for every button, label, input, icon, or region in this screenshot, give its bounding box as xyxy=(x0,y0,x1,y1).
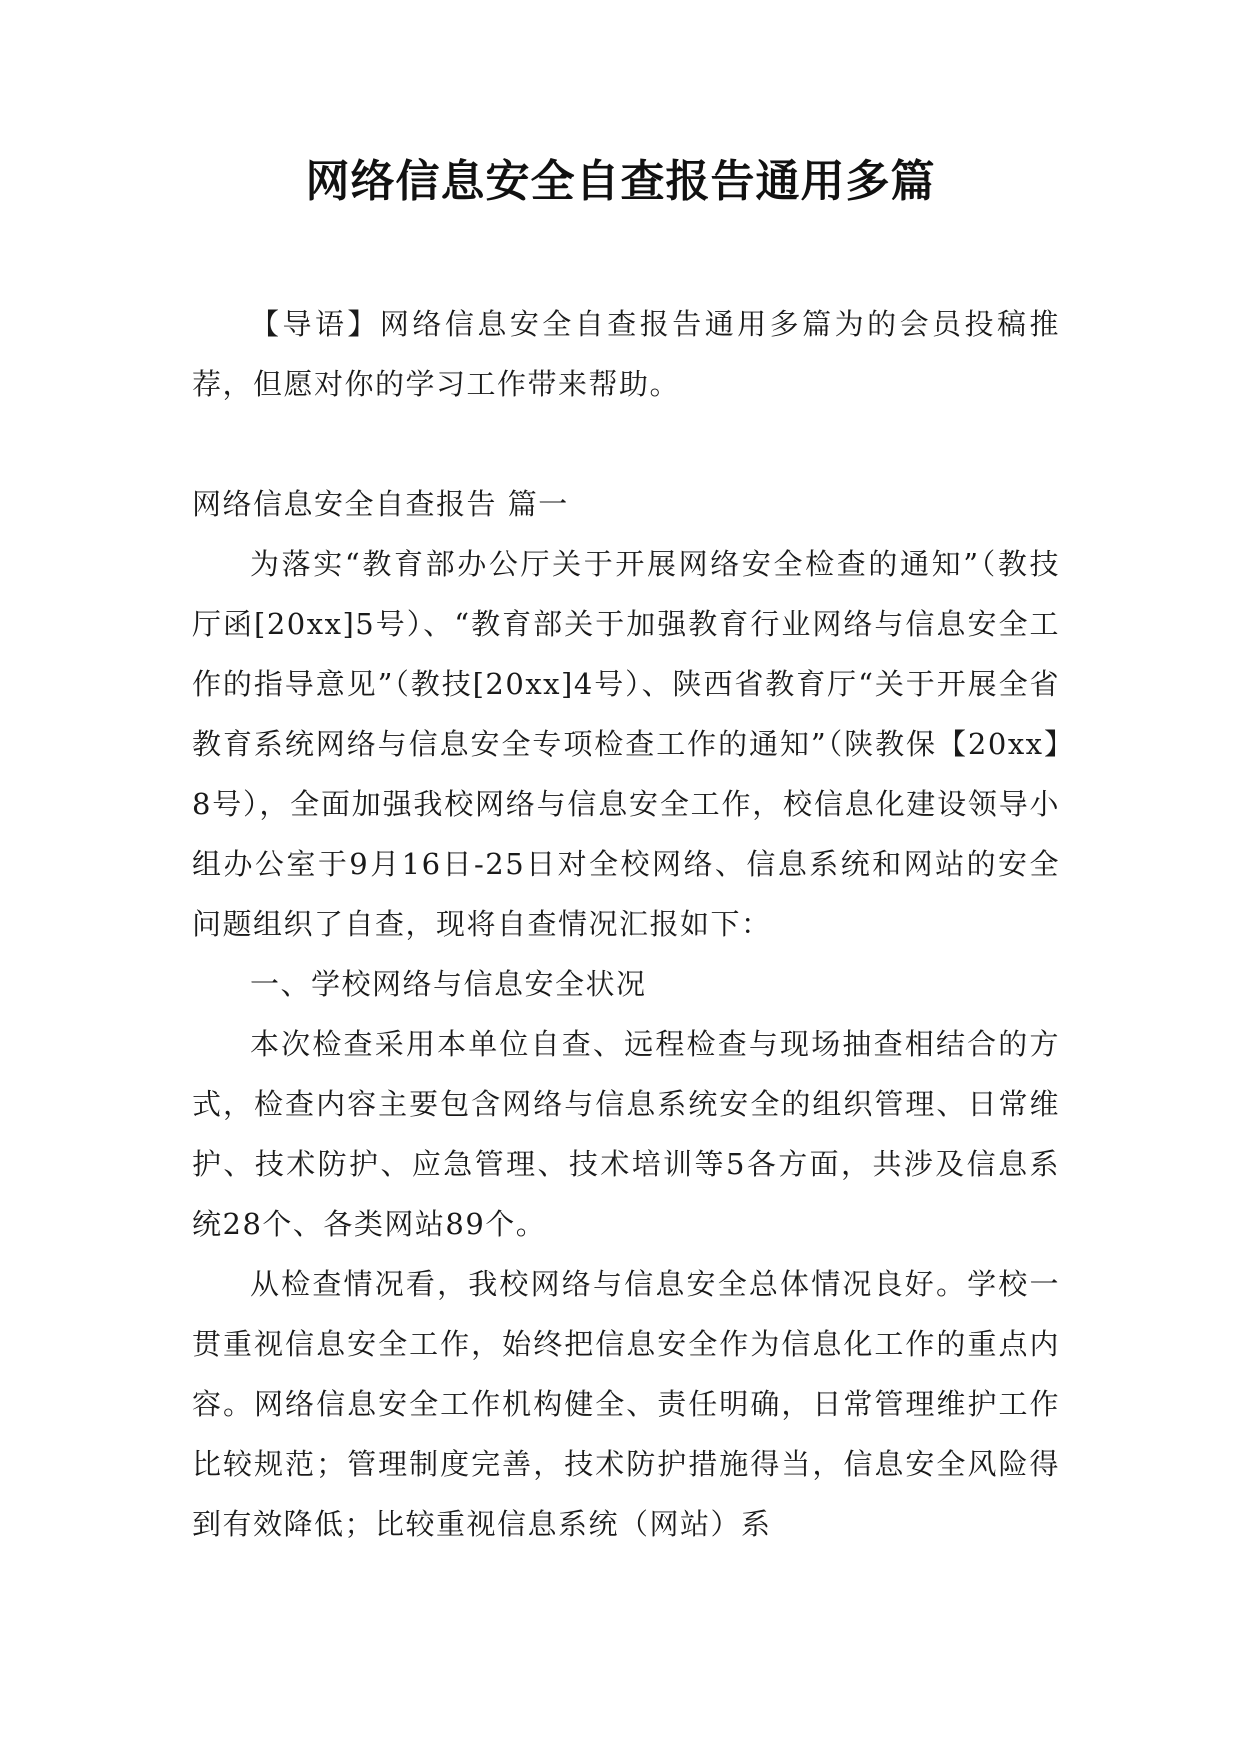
intro-paragraph: 【导语】网络信息安全自查报告通用多篇为的会员投稿推荐，但愿对你的学习工作带来帮助。 xyxy=(192,307,1060,401)
section-heading: 网络信息安全自查报告 篇一 xyxy=(192,487,569,521)
subsection-heading: 一、学校网络与信息安全状况 xyxy=(250,967,647,1001)
body-paragraph: 本次检查采用本单位自查、远程检查与现场抽查相结合的方式，检查内容主要包含网络与信息系统安全的组织管理、日常维护、技术防护、应急管理、技术培训等5各方面，共涉及信息系统28个、各类网站89个。 xyxy=(192,1027,1060,1241)
body-paragraph: 从检查情况看，我校网络与信息安全总体情况良好。学校一贯重视信息安全工作，始终把信息安全作为信息化工作的重点内容。网络信息安全工作机构健全、责任明确，日常管理维护工作比较规范；管理制度完善，技术防护措施得当，信息安全风险得到有效降低；比较重视信息系统（网站）系 xyxy=(192,1267,1060,1541)
body-paragraph: 为落实“教育部办公厅关于开展网络安全检查的通知”（教技厅函[20xx]5号）、“教育部关于加强教育行业网络与信息安全工作的指导意见”（教技[20xx]4号）、陕西省教育厅“关于开展全省教育系统网络与信息安全专项检查工作的通知”（陕教保【20xx】8号），全面加强我校网络与信息安全工作，校信息化建设领导小组办公室于9月16日-25日对全校网络、信息系统和网站的安全问题组织了自查，现将自查情况汇报如下： xyxy=(192,547,1060,941)
document-body xyxy=(192,294,1060,1554)
document-title: 网络信息安全自查报告通用多篇 xyxy=(305,156,936,207)
